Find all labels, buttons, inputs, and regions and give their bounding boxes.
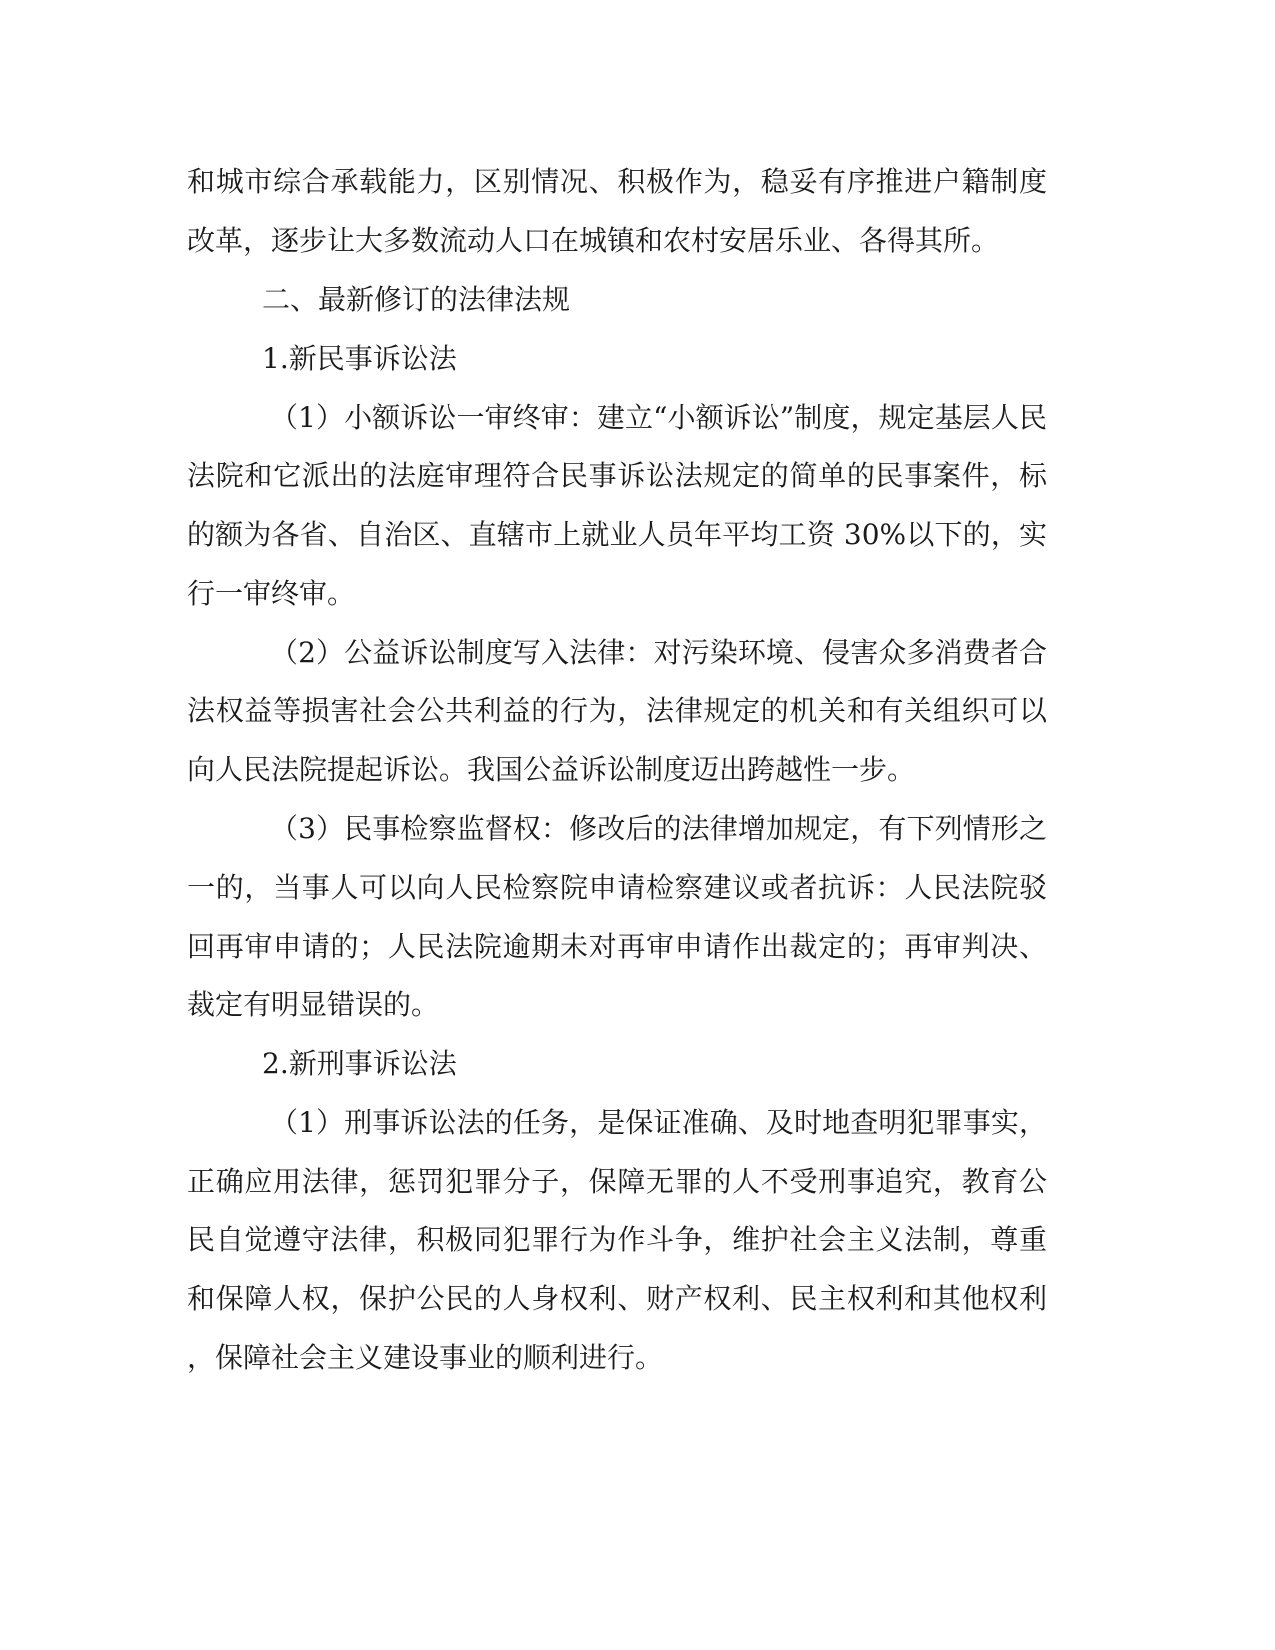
paragraph-line: ，保障社会主义建设事业的顺利进行。 xyxy=(187,1341,664,1374)
paragraph-line: 行一审终审。 xyxy=(187,577,356,610)
paragraph-line: 一的，当事人可以向人民检察院申请检察建议或者抗诉：人民法院驳 xyxy=(187,871,1047,904)
paragraph-line: 的额为各省、自治区、直辖市上就业人员年平均工资 30%以下的，实 xyxy=(187,518,1047,551)
paragraph-line: 回再审申请的；人民法院逾期未对再审申请作出裁定的；再审判决、 xyxy=(187,930,1047,963)
body-line: 改革，逐步让大多数流动人口在城镇和农村安居乐业、各得其所。 xyxy=(187,224,1000,257)
paragraph-line: （2）公益诉讼制度写入法律：对污染环境、侵害众多消费者合 xyxy=(270,636,1047,669)
paragraph-line: （1）刑事诉讼法的任务，是保证准确、及时地查明犯罪事实， xyxy=(270,1106,1047,1139)
paragraph-line: 向人民法院提起诉讼。我国公益诉讼制度迈出跨越性一步。 xyxy=(187,753,916,786)
paragraph-line: 裁定有明显错误的。 xyxy=(187,988,440,1021)
section-heading: 二、最新修订的法律法规 xyxy=(262,283,571,316)
subsection-heading: 1.新民事诉讼法 xyxy=(262,342,457,375)
paragraph-line: 民自觉遵守法律，积极同犯罪行为作斗争，维护社会主义法制，尊重 xyxy=(187,1223,1047,1256)
paragraph-line: （1）小额诉讼一审终审：建立“小额诉讼”制度，规定基层人民 xyxy=(270,401,1047,434)
body-line: 和城市综合承载能力，区别情况、积极作为，稳妥有序推进户籍制度 xyxy=(187,165,1047,198)
paragraph-line: 正确应用法律，惩罚犯罪分子，保障无罪的人不受刑事追究，教育公 xyxy=(187,1165,1047,1198)
paragraph-line: 法院和它派出的法庭审理符合民事诉讼法规定的简单的民事案件，标 xyxy=(187,459,1047,492)
subsection-heading: 2.新刑事诉讼法 xyxy=(262,1047,457,1080)
paragraph-line: （3）民事检察监督权：修改后的法律增加规定，有下列情形之 xyxy=(270,812,1047,845)
paragraph-line: 法权益等损害社会公共利益的行为，法律规定的机关和有关组织可以 xyxy=(187,694,1047,727)
paragraph-line: 和保障人权，保护公民的人身权利、财产权利、民主权利和其他权利 xyxy=(187,1282,1047,1315)
